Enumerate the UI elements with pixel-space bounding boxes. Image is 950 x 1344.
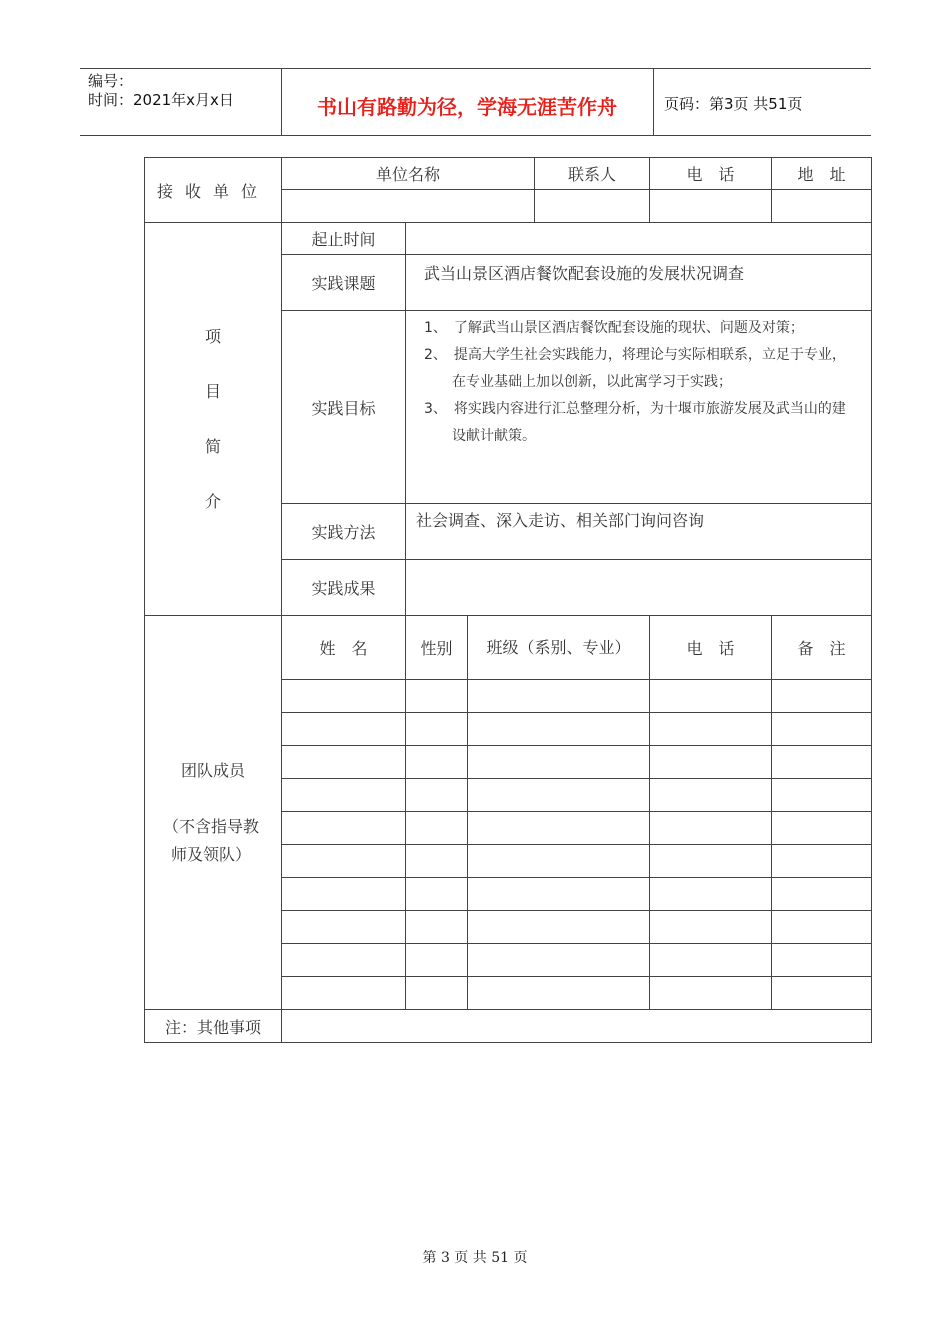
header-top-rule — [80, 68, 871, 69]
receiver-address-field[interactable] — [772, 190, 872, 223]
team-label: 团队成员 — [180, 760, 245, 780]
member-name-field[interactable] — [282, 911, 406, 944]
receiver-header-name: 单位名称 — [282, 158, 535, 190]
project-label-char: 介 — [204, 492, 221, 511]
member-gender-field[interactable] — [406, 944, 468, 977]
receiver-header-address: 地 址 — [772, 158, 872, 190]
member-remark-field[interactable] — [772, 911, 872, 944]
member-remark-field[interactable] — [772, 944, 872, 977]
member-name-field[interactable] — [282, 713, 406, 746]
member-gender-field[interactable] — [406, 779, 468, 812]
page-footer: 第 3 页 共 51 页 — [422, 1250, 528, 1266]
member-gender-field[interactable] — [406, 713, 468, 746]
header-motto: 书山有路勤为径，学海无涯苦作舟 — [317, 95, 617, 119]
method-label: 实践方法 — [282, 504, 406, 560]
practice-form-table — [144, 157, 872, 1043]
member-gender-field[interactable] — [406, 977, 468, 1010]
receiver-name-field[interactable] — [282, 190, 535, 223]
member-gender-field[interactable] — [406, 746, 468, 779]
time-field[interactable] — [406, 223, 872, 255]
topic-label: 实践课题 — [282, 255, 406, 311]
team-header-gender: 性别 — [406, 616, 468, 680]
member-name-field[interactable] — [282, 878, 406, 911]
member-class-field[interactable] — [468, 713, 650, 746]
member-remark-field[interactable] — [772, 746, 872, 779]
member-class-field[interactable] — [468, 977, 650, 1010]
header-bottom-rule — [80, 135, 871, 136]
member-phone-field[interactable] — [650, 812, 772, 845]
member-phone-field[interactable] — [650, 878, 772, 911]
member-gender-field[interactable] — [406, 878, 468, 911]
goal-label: 实践目标 — [282, 311, 406, 504]
member-remark-field[interactable] — [772, 845, 872, 878]
member-name-field[interactable] — [282, 812, 406, 845]
member-name-field[interactable] — [282, 680, 406, 713]
member-name-field[interactable] — [282, 977, 406, 1010]
member-class-field[interactable] — [468, 680, 650, 713]
header-divider — [653, 68, 654, 135]
team-sublabel: （不含指导教师及领队） — [162, 816, 259, 864]
receiver-header-contact: 联系人 — [535, 158, 650, 190]
member-name-field[interactable] — [282, 845, 406, 878]
member-class-field[interactable] — [468, 812, 650, 845]
document-date: 时间：2021年x月x日 — [88, 91, 234, 109]
method-field[interactable]: 社会调查、深入走访、相关部门询问咨询 — [406, 504, 872, 560]
member-phone-field[interactable] — [650, 944, 772, 977]
member-name-field[interactable] — [282, 779, 406, 812]
project-label-char: 简 — [204, 437, 221, 456]
member-phone-field[interactable] — [650, 911, 772, 944]
team-header-class: 班级（系别、专业） — [468, 616, 650, 680]
team-header-phone: 电 话 — [650, 616, 772, 680]
member-remark-field[interactable] — [772, 977, 872, 1010]
member-name-field[interactable] — [282, 746, 406, 779]
member-remark-field[interactable] — [772, 713, 872, 746]
result-label: 实践成果 — [282, 560, 406, 616]
header-page-number: 页码：第3页 共51页 — [664, 95, 803, 113]
team-section-label — [145, 616, 282, 1010]
member-remark-field[interactable] — [772, 812, 872, 845]
note-label: 注：其他事项 — [145, 1010, 282, 1043]
goal-item: 3、 将实践内容进行汇总整理分析，为十堰市旅游发展及武当山的建设献计献策。 — [424, 401, 846, 444]
receiver-label-cell — [145, 158, 282, 223]
header-meta — [88, 72, 234, 110]
member-phone-field[interactable] — [650, 746, 772, 779]
member-gender-field[interactable] — [406, 911, 468, 944]
note-field[interactable] — [282, 1010, 872, 1043]
member-gender-field[interactable] — [406, 812, 468, 845]
member-phone-field[interactable] — [650, 779, 772, 812]
team-header-remark: 备 注 — [772, 616, 872, 680]
member-name-field[interactable] — [282, 944, 406, 977]
member-remark-field[interactable] — [772, 680, 872, 713]
member-phone-field[interactable] — [650, 680, 772, 713]
member-class-field[interactable] — [468, 878, 650, 911]
project-label-char: 项 — [204, 327, 221, 346]
goal-item: 2、 提高大学生社会实践能力，将理论与实际相联系，立足于专业，在专业基础上加以创新，以此寓学习于实践； — [424, 347, 846, 390]
goal-item: 1、 了解武当山景区酒店餐饮配套设施的现状、问题及对策； — [424, 320, 804, 336]
document-number: 编号： — [88, 72, 134, 90]
topic-field[interactable]: 武当山景区酒店餐饮配套设施的发展状况调查 — [406, 255, 872, 311]
member-phone-field[interactable] — [650, 713, 772, 746]
project-label-char: 目 — [204, 382, 221, 401]
member-gender-field[interactable] — [406, 845, 468, 878]
receiver-contact-field[interactable] — [535, 190, 650, 223]
receiver-phone-field[interactable] — [650, 190, 772, 223]
member-gender-field[interactable] — [406, 680, 468, 713]
member-class-field[interactable] — [468, 944, 650, 977]
team-header-name: 姓 名 — [282, 616, 406, 680]
receiver-label: 接收单位 — [156, 181, 269, 201]
receiver-header-phone: 电 话 — [650, 158, 772, 190]
member-phone-field[interactable] — [650, 845, 772, 878]
project-section-label — [145, 223, 282, 616]
member-class-field[interactable] — [468, 845, 650, 878]
time-label: 起止时间 — [282, 223, 406, 255]
member-class-field[interactable] — [468, 746, 650, 779]
result-field[interactable] — [406, 560, 872, 616]
member-remark-field[interactable] — [772, 878, 872, 911]
member-class-field[interactable] — [468, 779, 650, 812]
member-remark-field[interactable] — [772, 779, 872, 812]
goal-field[interactable] — [406, 311, 872, 504]
member-phone-field[interactable] — [650, 977, 772, 1010]
member-class-field[interactable] — [468, 911, 650, 944]
